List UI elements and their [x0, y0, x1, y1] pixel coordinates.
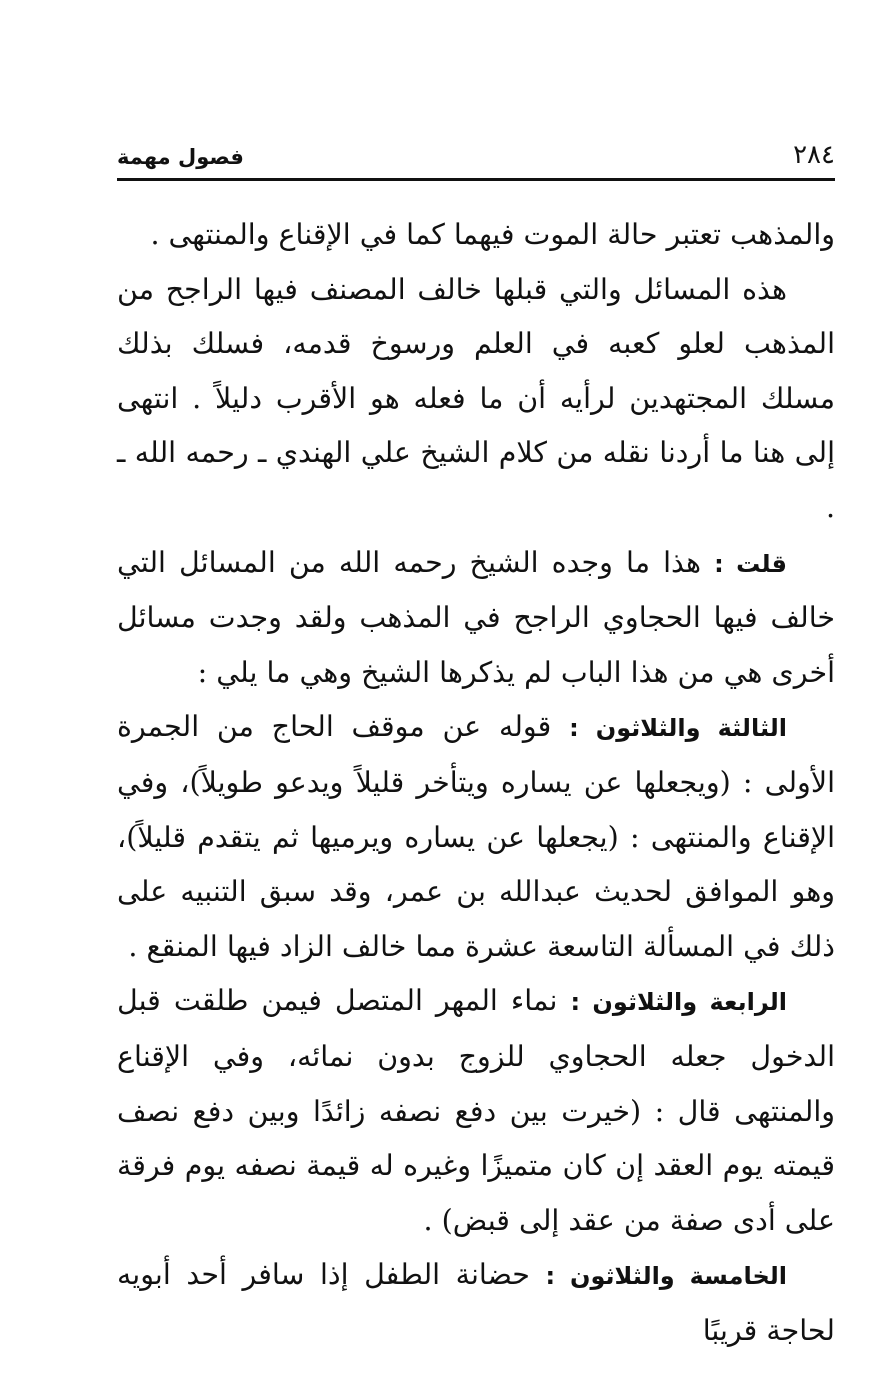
paragraph-text: هذا ما وجده الشيخ رحمه الله من المسائل التي خالف فيها الحجاوي الراجح في المذهب ولقد وجدت مسائل أخرى هي من هذا الباب لم يذكرها الشيخ وهي ما يلي :: [117, 545, 835, 689]
paragraph-lead: الرابعة والثلاثون :: [570, 988, 787, 1017]
paragraph-text: هذه المسائل والتي قبلها خالف المصنف فيها الراجح من المذهب لعلو كعبه في العلم ورسوخ قدمه، فسلك بذلك مسلك المجتهدين لرأيه أن ما فعله هو الأقرب دليلاً . انتهى إلى هنا ما أردنا نقله من كلام الشيخ علي الهندي ـ رحمه الله ـ .: [117, 272, 835, 524]
header-rule: [117, 178, 835, 181]
page-header: [117, 138, 835, 178]
paragraph-text: قوله عن موقف الحاج من الجمرة الأولى : (ويجعلها عن يساره ويتأخر قليلاً ويدعو طويلاً)، وفي الإقناع والمنتهى : (يجعلها عن يساره ويرميها ثم يتقدم قليلاً)، وهو الموافق لحديث عبدالله بن عمر، وقد سبق التنبيه على ذلك في المسألة التاسعة عشرة مما خالف الزاد فيها المنقع .: [117, 710, 835, 963]
paragraph-lead: قلت :: [714, 549, 788, 578]
paragraph-lead: الخامسة والثلاثون :: [545, 1262, 787, 1291]
paragraph: [117, 536, 835, 701]
page-body: [117, 208, 835, 1358]
paragraph: [117, 1248, 835, 1358]
paragraph-text: نماء المهر المتصل فيمن طلقت قبل الدخول جعله الحجاوي للزوج بدون نمائه، وفي الإقناع والمنتهى قال : (خيرت بين دفع نصفه زائدًا وبين دفع نصف قيمته يوم العقد إن كان متميزًا وغيره له قيمة نصفه يوم فرقة على أدى صفة من عقد إلى قبض) .: [117, 984, 836, 1237]
paragraph: [117, 974, 835, 1248]
page-number: ٢٨٤: [793, 140, 835, 170]
paragraph-text: حضانة الطفل إذا سافر أحد أبويه لحاجة قريبًا: [117, 1258, 835, 1347]
paragraph-text: والمذهب تعتبر حالة الموت فيهما كما في الإقناع والمنتهى .: [150, 218, 835, 251]
paragraph: [117, 700, 835, 974]
paragraph: [117, 263, 835, 536]
running-title: فصول مهمة: [117, 145, 244, 169]
paragraph-lead: الثالثة والثلاثون :: [569, 714, 787, 743]
paragraph: [117, 208, 835, 263]
